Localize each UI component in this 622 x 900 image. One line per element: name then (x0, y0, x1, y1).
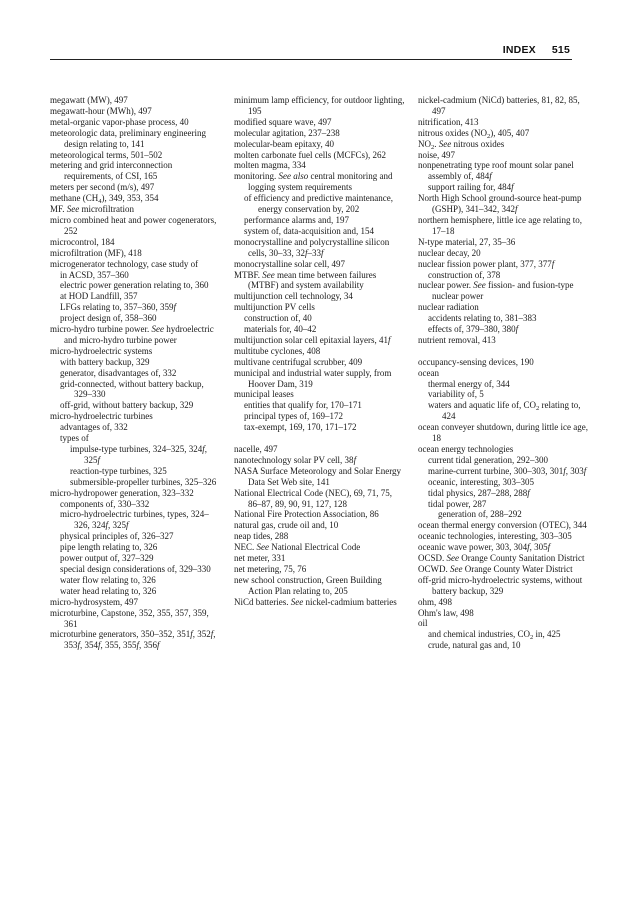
index-entry: North High School ground-source heat-pump (GSHP), 341–342, 342f (418, 193, 582, 215)
index-subentry: waters and aquatic life of, $CO_2$ relating to, 424 (428, 400, 581, 422)
index-subentry: construction of, 40 (244, 313, 312, 324)
index-subentry: project design of, 358–360 (60, 313, 157, 324)
index-entry: micro-hydro turbine power. See hydroelectric and micro-hydro turbine power (50, 324, 214, 345)
index-entry: oceanic wave power, 303, 304f, 305f (418, 542, 551, 553)
index-subentry: LFGs relating to, 357–360, 359f (60, 302, 177, 313)
index-entry: metal-organic vapor-phase process, 40 (50, 116, 189, 127)
index-entry: neap tides, 288 (234, 531, 289, 542)
index-entry: multijunction cell technology, 34 (234, 291, 353, 302)
index-subentry: electric power generation relating to, 360 (60, 280, 209, 291)
letter-gap (418, 346, 590, 357)
index-entry: noise, 497 (418, 149, 455, 160)
index-entry: modified square wave, 497 (234, 116, 332, 127)
index-entry: municipal and industrial water supply, from Hoover Dam, 319 (234, 367, 392, 389)
index-entry: microturbine, Capstone, 352, 355, 357, 359, 361 (50, 607, 209, 629)
index-subentry: principal types of, 169–172 (244, 411, 343, 422)
index-entry: microturbine generators, 350–352, 351f, 352f, 353f, 354f, 355, 355f, 356f (50, 629, 216, 651)
index-subentry: generator, disadvantages of, 332 (60, 367, 177, 378)
index-entry: nuclear power. See fission- and fusion-type nuclear power (418, 280, 574, 302)
index-entry: micro-hydropower generation, 323–332 (50, 487, 194, 498)
index-subentry: construction of, 378 (428, 269, 501, 280)
index-entry: micro-hydroelectric turbines (50, 411, 153, 422)
index-subentry: types of (60, 433, 89, 444)
header-rule (50, 59, 572, 60)
index-entry: molecular-beam epitaxy, 40 (234, 138, 334, 149)
index-entry: metering and grid interconnection requirements, of CSI, 165 (50, 160, 173, 182)
index-subentry: at HOD Landfill, 357 (60, 291, 138, 302)
index-entry: microcontrol, 184 (50, 236, 115, 247)
index-subentry: special design considerations of, 329–330 (60, 563, 211, 574)
index-entry: OCSD. See Orange County Sanitation District (418, 553, 585, 564)
index-subentry: advantages of, 332 (60, 422, 128, 433)
index-entry: nitrification, 413 (418, 116, 479, 127)
index-entry: MTBF. See mean time between failures (MTBF) and system availability (234, 269, 377, 291)
index-subentry: tax-exempt, 169, 170, 171–172 (244, 422, 357, 433)
index-entry: OCWD. See Orange County Water District (418, 563, 573, 574)
index-entry: nuclear decay, 20 (418, 247, 481, 258)
index-subentry: and chemical industries, $CO_2$ in, 425 (428, 629, 561, 642)
index-entry: monocrystalline solar cell, 497 (234, 258, 345, 269)
index-entry: meters per second (m/s), 497 (50, 182, 155, 193)
index-subentry: grid-connected, without battery backup, 329–330 (60, 378, 204, 400)
index-subentry: thermal energy of, 344 (428, 378, 510, 389)
index-entry: nacelle, 497 (234, 443, 278, 454)
index-entry: microgenerator technology, case study of (50, 258, 199, 269)
index-subentry: micro-hydroelectric turbines, types, 324–326, 324f, 325f (60, 509, 209, 531)
index-subentry: crude, natural gas and, 10 (428, 640, 521, 651)
index-subentry: of efficiency and predictive maintenance, energy conservation by, 202 (244, 193, 394, 215)
index-column-2 (234, 95, 406, 608)
index-entry: megawatt (MW), 497 (50, 95, 128, 105)
index-entry: micro-hydroelectric systems (50, 345, 153, 356)
index-subentry: impulse-type turbines, 324–325, 324f, 325f (70, 444, 208, 465)
index-column-1 (50, 95, 222, 651)
index-entry: multijunction PV cells (234, 302, 315, 313)
index-subentry: water head relating to, 326 (60, 585, 157, 596)
index-subentry: oceanic, interesting, 303–305 (428, 476, 534, 487)
index-subentry: assembly of, 484f (428, 171, 492, 182)
index-entry: NEC. See National Electrical Code (234, 542, 361, 553)
index-subentry: entities that qualify for, 170–171 (244, 400, 362, 411)
index-entry: off-grid micro-hydroelectric systems, without battery backup, 329 (418, 574, 583, 596)
index-subentry: generation of, 288–292 (438, 509, 522, 520)
index-subentry: pipe length relating to, 326 (60, 542, 158, 553)
index-entry: nuclear radiation (418, 302, 479, 313)
index-entry: occupancy-sensing devices, 190 (418, 356, 534, 367)
index-entry: megawatt-hour (MWh), 497 (50, 105, 152, 116)
index-subentry: support railing for, 484f (428, 182, 514, 193)
page-number: 515 (551, 44, 570, 56)
index-entry: N-type material, 27, 35–36 (418, 236, 516, 247)
index-entry: National Electrical Code (NEC), 69, 71, 75, 86–87, 89, 90, 91, 127, 128 (234, 487, 392, 509)
index-entry: northern hemisphere, little ice age relating to, 17–18 (418, 214, 582, 236)
index-subentry: physical principles of, 326–327 (60, 531, 174, 542)
index-entry: Ohm's law, 498 (418, 607, 474, 618)
index-subentry: marine-current turbine, 300–303, 301f, 303f (428, 465, 587, 476)
index-subentry: materials for, 40–42 (244, 324, 317, 335)
index-subentry: accidents relating to, 381–383 (428, 313, 537, 324)
index-entry: monitoring. See also central monitoring and logging system requirements (234, 171, 393, 193)
header-title: INDEX (502, 44, 536, 56)
index-subentry: submersible-propeller turbines, 325–326 (70, 476, 217, 487)
index-entry: nuclear fission power plant, 377, 377f (418, 258, 555, 269)
index-subentry: tidal power, 287 (428, 498, 487, 509)
index-entry: net metering, 75, 76 (234, 563, 307, 574)
index-entry: monocrystalline and polycrystalline silicon cells, 30–33, 32f–33f (234, 236, 390, 258)
index-entry: multijunction solar cell epitaxial layers, 41f (234, 334, 391, 345)
index-entry: multitube cyclones, 408 (234, 345, 321, 356)
index-entry: minimum lamp efficiency, for outdoor lighting, 195 (234, 95, 405, 116)
index-entry: natural gas, crude oil and, 10 (234, 520, 339, 531)
index-entry: molecular agitation, 237–238 (234, 127, 340, 138)
running-header (50, 44, 572, 58)
letter-gap (234, 433, 406, 444)
index-subentry: variability of, 5 (428, 389, 484, 400)
index-subentry: reaction-type turbines, 325 (70, 465, 167, 476)
index-subentry: system of, data-acquisition and, 154 (244, 225, 374, 236)
index-entry: MF. See microfiltration (50, 204, 135, 215)
index-subentry: performance alarms and, 197 (244, 214, 349, 225)
index-subentry: water flow relating to, 326 (60, 574, 156, 585)
index-entry: ohm, 498 (418, 596, 453, 607)
index-entry: micro combined heat and power cogenerators, 252 (50, 214, 217, 236)
index-entry: methane $(CH_4)$, 349, 353, 354 (50, 193, 159, 206)
index-entry: multivane centrifugal scrubber, 409 (234, 356, 363, 367)
index-subentry: current tidal generation, 292–300 (428, 454, 548, 465)
index-subentry: off-grid, without battery backup, 329 (60, 400, 194, 411)
index-entry: nutrient removal, 413 (418, 334, 496, 345)
index-subentry: components of, 330–332 (60, 498, 150, 509)
index-entry: municipal leases (234, 389, 294, 400)
index-subentry: effects of, 379–380, 380f (428, 324, 519, 335)
index-entry: nonpenetrating type roof mount solar panel (418, 160, 574, 171)
index-entry: NiCd batteries. See nickel-cadmium batteries (234, 596, 397, 607)
index-entry: net meter, 331 (234, 553, 286, 564)
index-entry: ocean (418, 367, 439, 378)
index-entry: NASA Surface Meteorology and Solar Energy Data Set Web site, 141 (234, 465, 402, 487)
index-entry: micro-hydrosystem, 497 (50, 596, 138, 607)
index-column-3 (418, 95, 590, 651)
index-entry: National Fire Protection Association, 86 (234, 509, 379, 520)
index-entry: meteorologic data, preliminary engineering design relating to, 141 (50, 127, 206, 149)
index-entry: nitrous oxides $(NO_2)$, 405, 407 (418, 127, 530, 140)
index-entry: ocean energy technologies (418, 443, 514, 454)
index-entry: oceanic technologies, interesting, 303–305 (418, 531, 572, 542)
index-subentry: power output of, 327–329 (60, 553, 154, 564)
index-entry: nickel-cadmium (NiCd) batteries, 81, 82, 85, 497 (418, 95, 580, 116)
index-entry: meteorological terms, 501–502 (50, 149, 163, 160)
index-entry: microfiltration (MF), 418 (50, 247, 142, 258)
index-subentry: with battery backup, 329 (60, 356, 150, 367)
index-entry: $NO_2$. See nitrous oxides (418, 138, 505, 151)
index-subentry: tidal physics, 287–288, 288f (428, 487, 530, 498)
index-entry: molten magma, 334 (234, 160, 306, 171)
index-entry: ocean thermal energy conversion (OTEC), 344 (418, 520, 587, 531)
index-entry: ocean conveyer shutdown, during little ice age, 18 (418, 422, 588, 444)
index-entry: nanotechnology solar PV cell, 38f (234, 454, 357, 465)
index-subentry: in ACSD, 357–360 (60, 269, 129, 280)
index-entry: new school construction, Green Building Action Plan relating to, 205 (234, 574, 382, 596)
index-entry: oil (418, 618, 428, 629)
index-entry: molten carbonate fuel cells (MCFCs), 262 (234, 149, 386, 160)
